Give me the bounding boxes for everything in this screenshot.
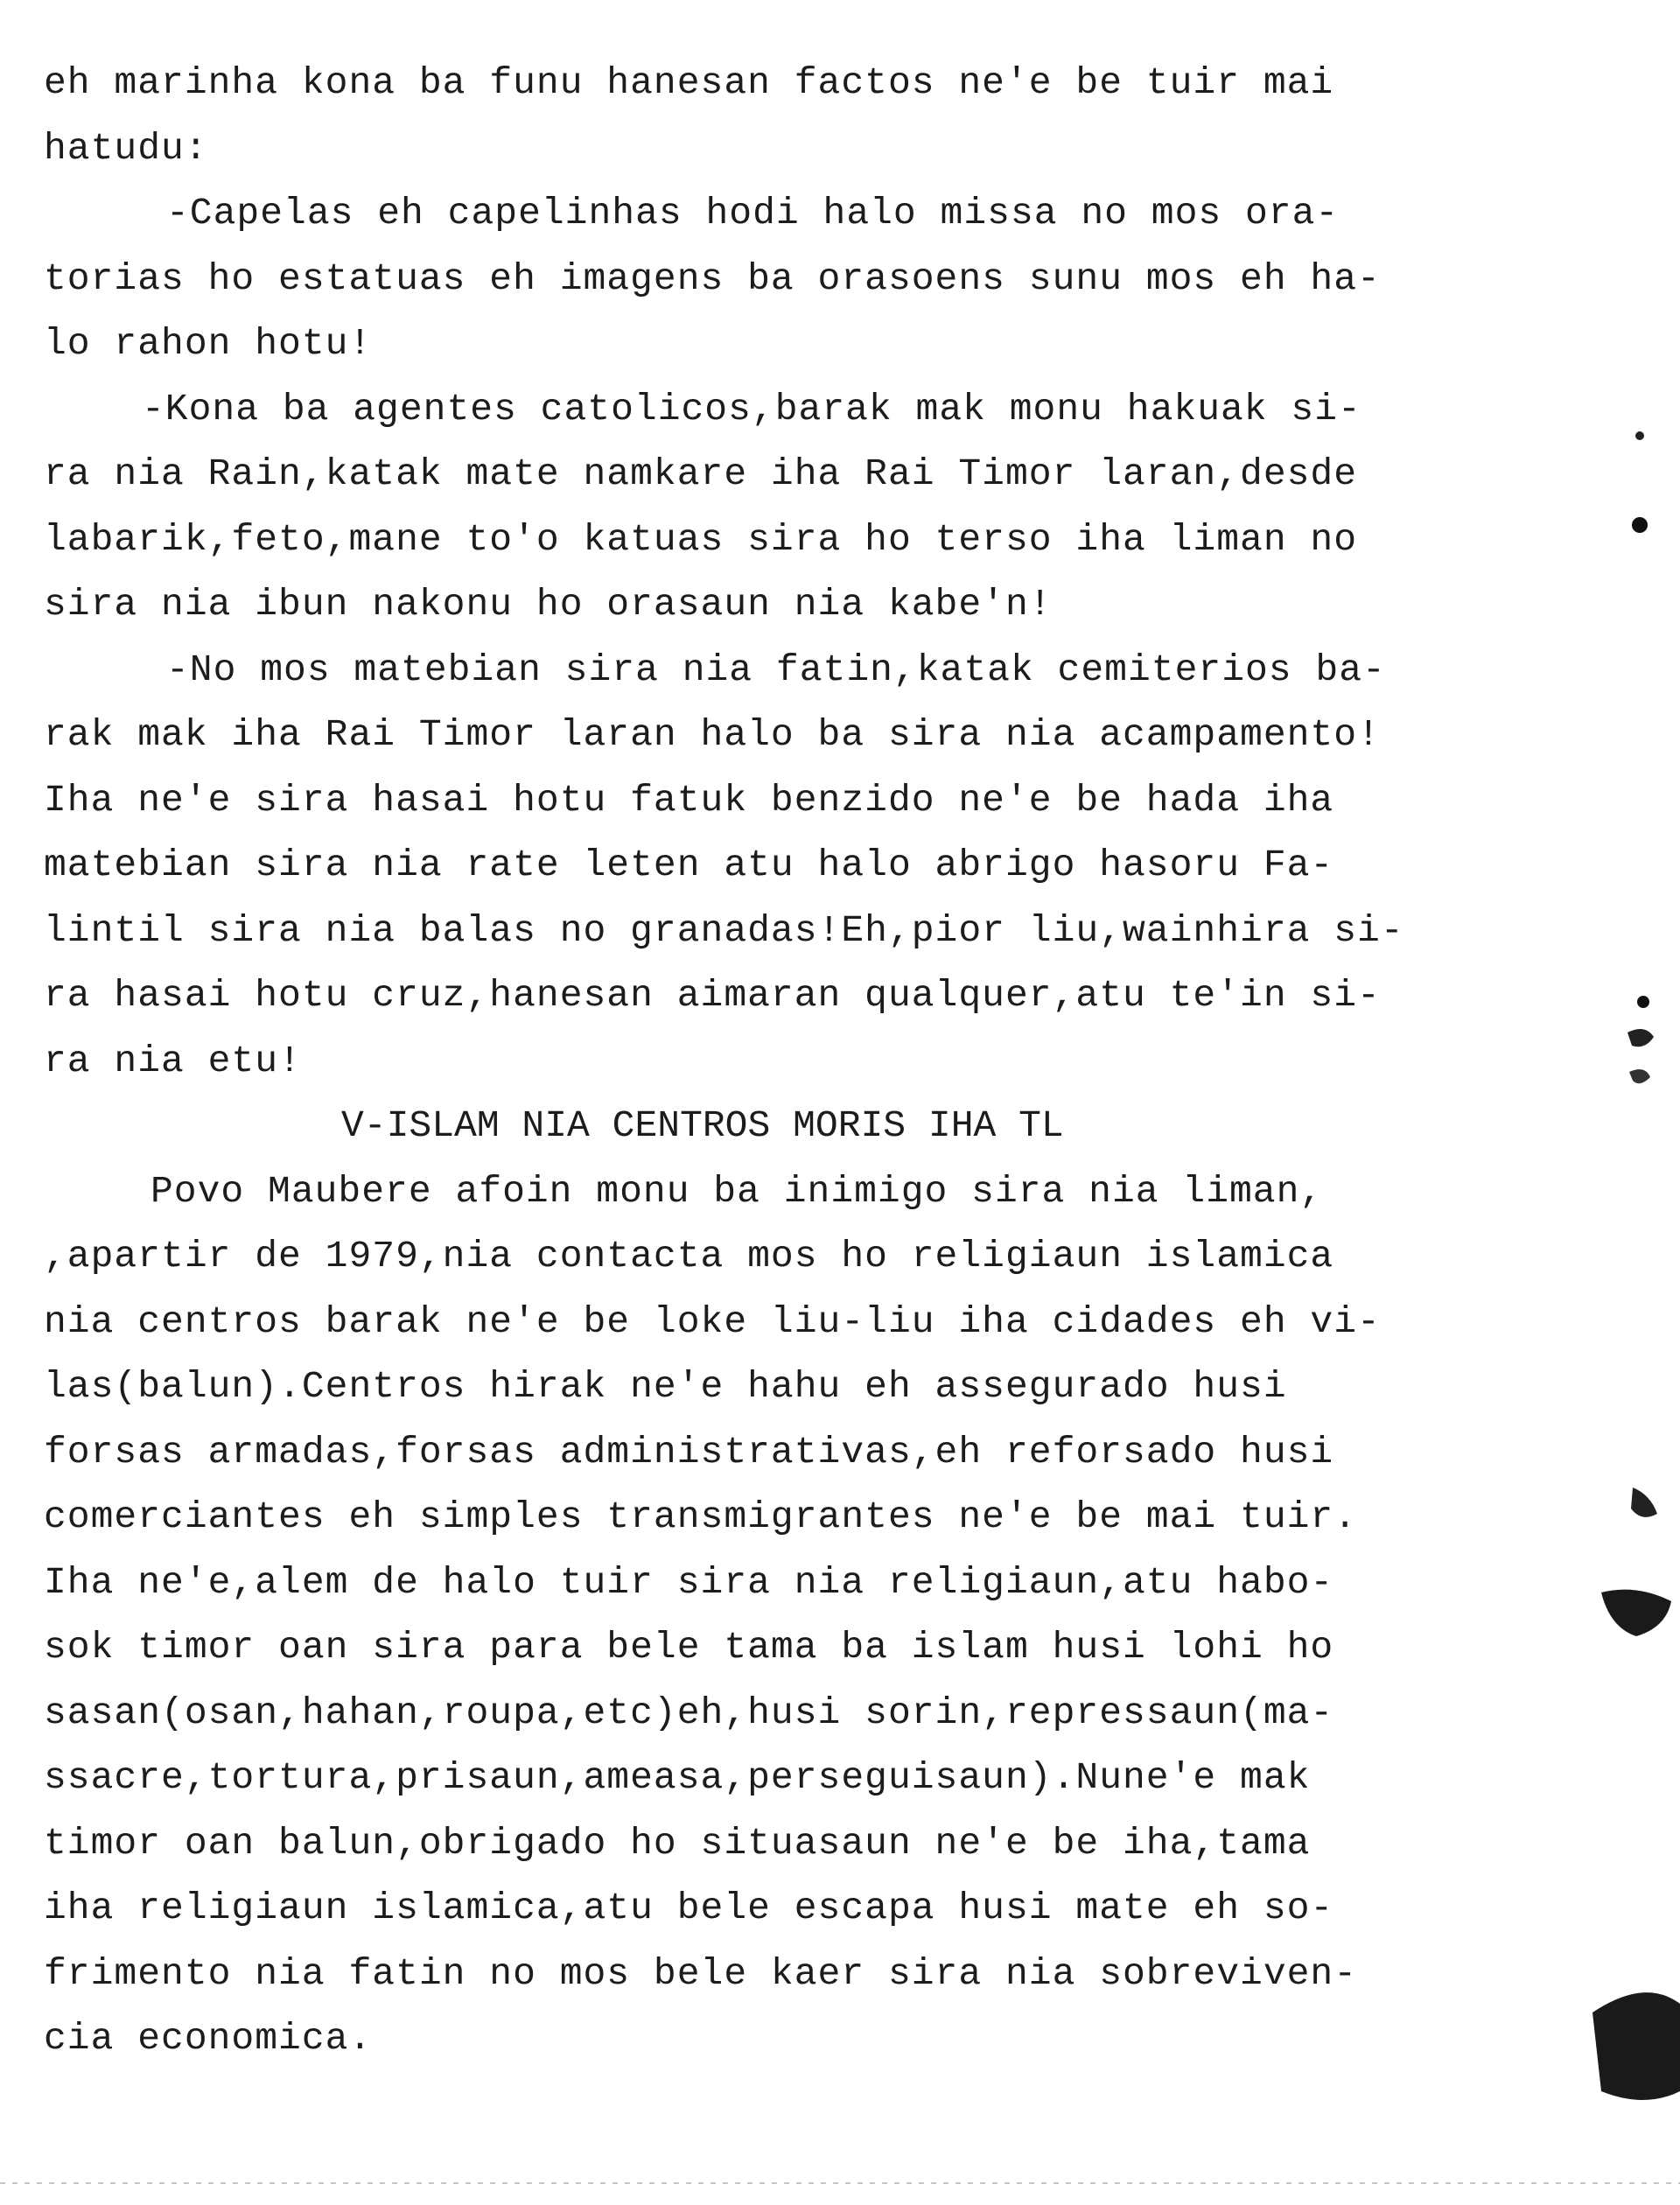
text-line: ra nia etu!	[44, 1039, 302, 1082]
speck-mark	[1637, 996, 1649, 1008]
speck-mark	[1635, 431, 1644, 440]
text-line: -Capelas eh capelinhas hodi halo missa no mos ora-	[166, 192, 1340, 234]
smudge-mark	[1631, 1488, 1657, 1517]
text-line: sasan(osan,hahan,roupa,etc)eh,husi sorin,repressaun(ma-	[44, 1690, 1334, 1734]
text-line: sok timor oan sira para bele tama ba islam husi lohi ho	[44, 1626, 1334, 1669]
text-line: lintil sira nia balas no granadas!Eh,pior liu,wainhira si-	[44, 908, 1404, 952]
text-line: -No mos matebian sira nia fatin,katak cemiterios ba-	[166, 648, 1386, 691]
text-line: ra nia Rain,katak mate namkare iha Rai Timor laran,desde	[44, 452, 1358, 495]
text-line: comerciantes eh simples transmigrantes ne'e be mai tuir.	[44, 1495, 1358, 1538]
text-line: eh marinha kona ba funu hanesan factos ne'e be tuir mai	[44, 61, 1334, 104]
text-line: matebian sira nia rate leten atu halo abrigo hasoru Fa-	[44, 844, 1334, 886]
text-line: lo rahon hotu!	[44, 322, 373, 365]
text-line: timor oan balun,obrigado ho situasaun ne'e be iha,tama	[44, 1821, 1311, 1865]
text-line: nia centros barak ne'e be loke liu-liu iha cidades eh vi-	[44, 1299, 1381, 1343]
text-line: ssacre,tortura,prisaun,ameasa,perseguisaun).Nune'e mak	[44, 1756, 1311, 1799]
smudge-mark	[1601, 1590, 1671, 1636]
text-line: forsas armadas,forsas administrativas,eh reforsado husi	[44, 1430, 1334, 1474]
smudge-mark	[1628, 1029, 1654, 1046]
text-line: labarik,feto,mane to'o katuas sira ho terso iha liman no	[44, 517, 1358, 561]
smudge-mark	[1592, 1992, 1680, 2100]
speck-mark	[1632, 517, 1648, 533]
text-line: frimento nia fatin no mos bele kaer sira nia sobreviven-	[44, 1951, 1358, 1995]
text-line: ,apartir de 1979,nia contacta mos ho religiaun islamica	[44, 1235, 1334, 1278]
text-line: -Kona ba agentes catolicos,barak mak monu hakuak si-	[142, 387, 1362, 430]
text-line: torias ho estatuas eh imagens ba orasoens sunu mos eh ha-	[44, 256, 1381, 300]
text-line: Povo Maubere afoin monu ba inimigo sira nia liman,	[150, 1169, 1324, 1213]
scan-edge-line	[0, 2182, 1680, 2184]
scan-margin-marks	[1575, 0, 1680, 2205]
text-line: iha religiaun islamica,atu bele escapa husi mate eh so-	[44, 1886, 1334, 1929]
text-line: Iha ne'e sira hasai hotu fatuk benzido ne'e be hada iha	[44, 778, 1334, 822]
typewritten-text	[44, 51, 1601, 2072]
text-line: Iha ne'e,alem de halo tuir sira nia religiaun,atu habo-	[44, 1560, 1334, 1604]
section-heading: V-ISLAM NIA CENTROS MORIS IHA TL	[341, 1104, 1064, 1147]
text-line: hatudu:	[44, 126, 208, 170]
text-line: ra hasai hotu cruz,hanesan aimaran qualquer,atu te'in si-	[44, 974, 1381, 1017]
text-line: cia economica.	[44, 2017, 373, 2060]
text-line: rak mak iha Rai Timor laran halo ba sira nia acampamento!	[44, 713, 1381, 756]
smudge-mark	[1629, 1069, 1650, 1083]
text-line: las(balun).Centros hirak ne'e hahu eh assegurado husi	[44, 1365, 1287, 1408]
text-line: sira nia ibun nakonu ho orasaun nia kabe'n!	[44, 583, 1053, 626]
